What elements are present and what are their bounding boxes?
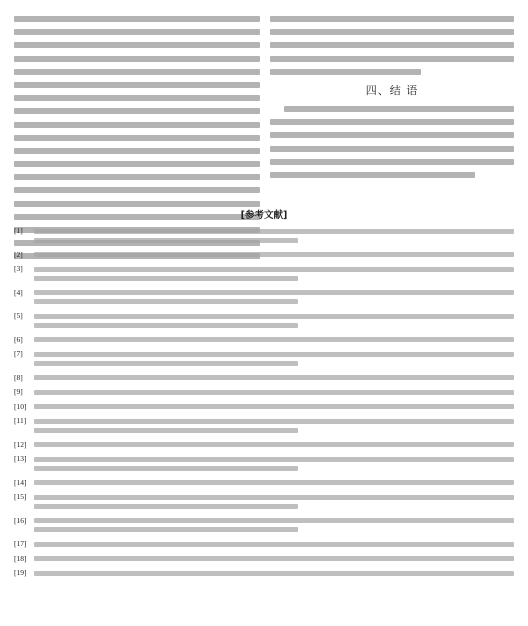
reference-number: [18] bbox=[14, 553, 27, 563]
body-column-right bbox=[270, 16, 514, 185]
reference-number: [3] bbox=[14, 264, 23, 273]
reference-number: [2] bbox=[14, 249, 23, 259]
reference-text-line bbox=[34, 352, 514, 357]
reference-item bbox=[14, 493, 514, 513]
reference-text-line bbox=[34, 229, 514, 234]
text-line bbox=[270, 119, 514, 125]
text-line bbox=[14, 82, 260, 88]
reference-number: [11] bbox=[14, 416, 27, 425]
reference-number: [1] bbox=[14, 226, 23, 235]
reference-text bbox=[34, 265, 514, 285]
reference-text-line bbox=[34, 457, 514, 462]
reference-number: [14] bbox=[14, 477, 27, 487]
reference-text bbox=[34, 336, 514, 347]
reference-item bbox=[14, 540, 514, 551]
reference-list bbox=[14, 227, 514, 580]
reference-text-line bbox=[34, 323, 298, 328]
references-section bbox=[14, 207, 514, 584]
reference-text bbox=[34, 227, 514, 247]
references-heading: [参考文献] bbox=[240, 210, 288, 221]
text-line bbox=[14, 122, 260, 128]
reference-text-line bbox=[34, 480, 514, 485]
text-line bbox=[270, 29, 514, 35]
reference-text-line bbox=[34, 518, 514, 523]
reference-text-line bbox=[34, 495, 514, 500]
reference-text-line bbox=[34, 504, 298, 509]
text-line bbox=[270, 16, 514, 22]
reference-number: [4] bbox=[14, 287, 23, 297]
reference-number: [7] bbox=[14, 349, 23, 358]
text-line bbox=[270, 69, 421, 75]
reference-text-line bbox=[34, 442, 514, 447]
reference-number: [12] bbox=[14, 439, 27, 449]
text-line bbox=[14, 95, 260, 101]
text-line bbox=[14, 161, 260, 167]
text-line bbox=[14, 69, 260, 75]
reference-text bbox=[34, 517, 514, 537]
text-line bbox=[14, 42, 260, 48]
reference-number: [8] bbox=[14, 372, 23, 382]
reference-text bbox=[34, 388, 514, 399]
reference-number: [16] bbox=[14, 515, 27, 525]
text-line bbox=[270, 42, 514, 48]
text-line bbox=[270, 132, 514, 138]
reference-item bbox=[14, 479, 514, 490]
reference-text-line bbox=[34, 276, 298, 281]
reference-text bbox=[34, 350, 514, 370]
text-line bbox=[14, 174, 260, 180]
text-line bbox=[14, 56, 260, 62]
conclusion-heading: 四、结 语 bbox=[365, 83, 419, 97]
text-line bbox=[270, 56, 514, 62]
reference-item bbox=[14, 374, 514, 385]
reference-text bbox=[34, 479, 514, 490]
reference-text bbox=[34, 540, 514, 551]
reference-text bbox=[34, 441, 514, 452]
reference-text-line bbox=[34, 390, 514, 395]
reference-text-line bbox=[34, 267, 514, 272]
reference-text-line bbox=[34, 238, 298, 243]
reference-item bbox=[14, 336, 514, 347]
reference-item bbox=[14, 289, 514, 309]
reference-text-line bbox=[34, 252, 514, 257]
reference-text bbox=[34, 403, 514, 414]
reference-text-line bbox=[34, 375, 514, 380]
reference-item bbox=[14, 555, 514, 566]
text-line bbox=[14, 201, 260, 207]
reference-number: [5] bbox=[14, 311, 23, 320]
reference-item bbox=[14, 569, 514, 580]
text-line bbox=[270, 146, 514, 152]
reference-text bbox=[34, 374, 514, 385]
reference-item bbox=[14, 312, 514, 332]
reference-text-line bbox=[34, 290, 514, 295]
reference-text-line bbox=[34, 466, 298, 471]
reference-text bbox=[34, 289, 514, 309]
reference-number: [15] bbox=[14, 492, 27, 501]
reference-text bbox=[34, 555, 514, 566]
reference-text bbox=[34, 569, 514, 580]
text-line bbox=[14, 187, 260, 193]
text-line bbox=[14, 108, 260, 114]
reference-item bbox=[14, 517, 514, 537]
reference-item bbox=[14, 350, 514, 370]
reference-text-line bbox=[34, 542, 514, 547]
reference-text-line bbox=[34, 337, 514, 342]
reference-text-line bbox=[34, 361, 298, 366]
reference-text-line bbox=[34, 428, 298, 433]
text-line bbox=[14, 148, 260, 154]
reference-item bbox=[14, 417, 514, 437]
text-line bbox=[270, 159, 514, 165]
reference-item bbox=[14, 455, 514, 475]
text-line bbox=[14, 16, 260, 22]
reference-number: [17] bbox=[14, 539, 27, 548]
text-line bbox=[284, 106, 514, 112]
reference-text bbox=[34, 417, 514, 437]
reference-text-line bbox=[34, 314, 514, 319]
reference-text-line bbox=[34, 527, 298, 532]
reference-text bbox=[34, 312, 514, 332]
reference-text-line bbox=[34, 571, 514, 576]
reference-number: [10] bbox=[14, 401, 27, 411]
reference-text bbox=[34, 251, 514, 262]
reference-text bbox=[34, 493, 514, 513]
reference-number: [19] bbox=[14, 568, 27, 577]
reference-item bbox=[14, 403, 514, 414]
reference-number: [6] bbox=[14, 334, 23, 344]
text-line bbox=[270, 172, 475, 178]
reference-number: [13] bbox=[14, 454, 27, 463]
reference-text-line bbox=[34, 404, 514, 409]
reference-number: [9] bbox=[14, 387, 23, 396]
text-line bbox=[14, 29, 260, 35]
reference-item bbox=[14, 388, 514, 399]
reference-text bbox=[34, 455, 514, 475]
reference-item bbox=[14, 441, 514, 452]
reference-text-line bbox=[34, 299, 298, 304]
reference-item bbox=[14, 251, 514, 262]
text-line bbox=[14, 135, 260, 141]
reference-text-line bbox=[34, 556, 514, 561]
reference-item bbox=[14, 227, 514, 247]
reference-text-line bbox=[34, 419, 514, 424]
reference-item bbox=[14, 265, 514, 285]
